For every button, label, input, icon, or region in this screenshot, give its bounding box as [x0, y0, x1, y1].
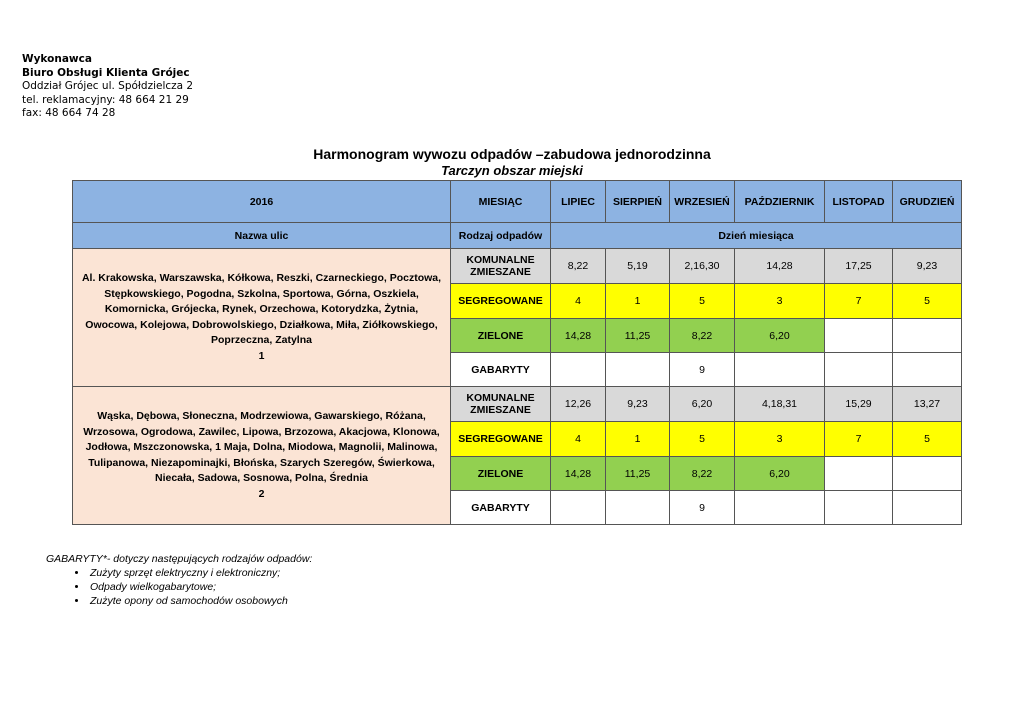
day-cell — [551, 491, 606, 525]
day-cell — [825, 353, 893, 387]
contractor-label: Wykonawca — [22, 53, 92, 65]
month-label: MIESIĄC — [451, 181, 551, 223]
day-cell: 8,22 — [670, 457, 735, 491]
day-cell: 5 — [893, 284, 962, 319]
street-names: Wąska, Dębowa, Słoneczna, Modrzewiowa, Gawarskiego, Różana, Wrzosowa, Ogrodowa, Zawilec, Lipowa, Brzozowa, Akacjowa, Klonowa, Jodłowa, Mszczonowska, 1 Maja, Dolna, Miodowa, Magnolii, Malinowa, Tulipanowa, Niezapominajki, Błońska, Szarych Szeregów, Świerkowa, Niecała, Sadowa, Sosnowa, Polna, Średnia — [83, 410, 440, 484]
waste-type-cell: GABARYTY — [451, 353, 551, 387]
month-header: SIERPIEŃ — [606, 181, 670, 223]
street-names: Al. Krakowska, Warszawska, Kółkowa, Reszki, Czarneckiego, Pocztowa, Stępkowskiego, Pogodna, Szkolna, Sportowa, Górna, Oszkiela, Komornicka, Grójecka, Rynek, Orzechowa, Kotorydzka, Żytnia, Owocowa, Kolejowa, Dobrowolskiego, Działkowa, Miła, Ziółkowskiego, Poprzeczna, Zatylna — [81, 272, 442, 346]
day-cell: 4 — [551, 422, 606, 457]
day-cell: 6,20 — [735, 457, 825, 491]
day-cell: 9 — [670, 353, 735, 387]
contractor-phone: tel. reklamacyjny: 48 664 21 29 — [22, 93, 189, 106]
day-cell: 4 — [551, 284, 606, 319]
day-cell — [893, 319, 962, 353]
waste-type-cell: SEGREGOWANE — [451, 284, 551, 319]
year-cell: 2016 — [73, 181, 451, 223]
contractor-address: Oddział Grójec ul. Spółdzielcza 2 — [22, 80, 194, 92]
day-cell — [825, 457, 893, 491]
contractor-info — [22, 53, 193, 121]
day-cell: 13,27 — [893, 387, 962, 422]
streets-column-header: Nazwa ulic — [73, 223, 451, 249]
day-cell: 14,28 — [551, 457, 606, 491]
day-cell: 11,25 — [606, 319, 670, 353]
day-cell: 7 — [825, 284, 893, 319]
footnote — [46, 552, 312, 608]
day-cell: 14,28 — [735, 249, 825, 284]
day-cell: 5 — [893, 422, 962, 457]
footnote-list — [46, 566, 312, 608]
day-cell: 3 — [735, 284, 825, 319]
waste-type-column-header: Rodzaj odpadów — [451, 223, 551, 249]
waste-type-cell: GABARYTY — [451, 491, 551, 525]
group-number: 1 — [258, 349, 265, 362]
day-cell: 1 — [606, 422, 670, 457]
schedule-body — [73, 181, 962, 525]
day-cell: 7 — [825, 422, 893, 457]
month-header: PAŹDZIERNIK — [735, 181, 825, 223]
day-cell: 2,16,30 — [670, 249, 735, 284]
day-cell — [606, 491, 670, 525]
day-cell: 9 — [670, 491, 735, 525]
document-subtitle: Tarczyn obszar miejski — [441, 163, 583, 178]
day-cell: 11,25 — [606, 457, 670, 491]
day-cell — [825, 491, 893, 525]
day-cell — [735, 491, 825, 525]
day-column-header: Dzień miesiąca — [551, 223, 962, 249]
month-header: LIPIEC — [551, 181, 606, 223]
day-cell: 8,22 — [670, 319, 735, 353]
day-cell: 14,28 — [551, 319, 606, 353]
schedule-table — [72, 180, 962, 525]
footnote-item: • Zużyte opony od samochodów osobowych — [88, 594, 312, 608]
day-cell: 6,20 — [670, 387, 735, 422]
day-cell: 4,18,31 — [735, 387, 825, 422]
contractor-fax: fax: 48 664 74 28 — [22, 107, 116, 119]
day-cell — [606, 353, 670, 387]
day-cell: 6,20 — [735, 319, 825, 353]
day-cell: 3 — [735, 422, 825, 457]
day-cell: 15,29 — [825, 387, 893, 422]
day-cell: 12,26 — [551, 387, 606, 422]
street-group-cell — [73, 249, 451, 387]
day-cell: 1 — [606, 284, 670, 319]
day-cell: 5,19 — [606, 249, 670, 284]
day-cell — [893, 457, 962, 491]
footnote-title: GABARYTY*- dotyczy następujących rodzajów odpadów: — [46, 553, 313, 565]
day-cell — [893, 353, 962, 387]
table-row — [73, 249, 962, 284]
table-row — [73, 387, 962, 422]
header-row-columns — [73, 223, 962, 249]
waste-type-cell: ZIELONE — [451, 319, 551, 353]
day-cell: 8,22 — [551, 249, 606, 284]
waste-type-cell: SEGREGOWANE — [451, 422, 551, 457]
footnote-item: • Odpady wielkogabarytowe; — [88, 580, 312, 594]
day-cell — [551, 353, 606, 387]
day-cell: 9,23 — [606, 387, 670, 422]
day-cell: 9,23 — [893, 249, 962, 284]
day-cell: 5 — [670, 422, 735, 457]
waste-type-cell: KOMUNALNE ZMIESZANE — [451, 249, 551, 284]
day-cell: 5 — [670, 284, 735, 319]
waste-type-cell: KOMUNALNE ZMIESZANE — [451, 387, 551, 422]
waste-type-cell: ZIELONE — [451, 457, 551, 491]
header-row-months — [73, 181, 962, 223]
footnote-item: • Zużyty sprzęt elektryczny i elektroniczny; — [88, 566, 312, 580]
contractor-name: Biuro Obsługi Klienta Grójec — [22, 66, 190, 79]
day-cell: 17,25 — [825, 249, 893, 284]
month-header: LISTOPAD — [825, 181, 893, 223]
day-cell — [893, 491, 962, 525]
month-header: GRUDZIEŃ — [893, 181, 962, 223]
month-header: WRZESIEŃ — [670, 181, 735, 223]
day-cell — [735, 353, 825, 387]
street-group-cell — [73, 387, 451, 525]
document-title: Harmonogram wywozu odpadów –zabudowa jednorodzinna — [313, 146, 711, 162]
day-cell — [825, 319, 893, 353]
group-number: 2 — [258, 487, 265, 500]
